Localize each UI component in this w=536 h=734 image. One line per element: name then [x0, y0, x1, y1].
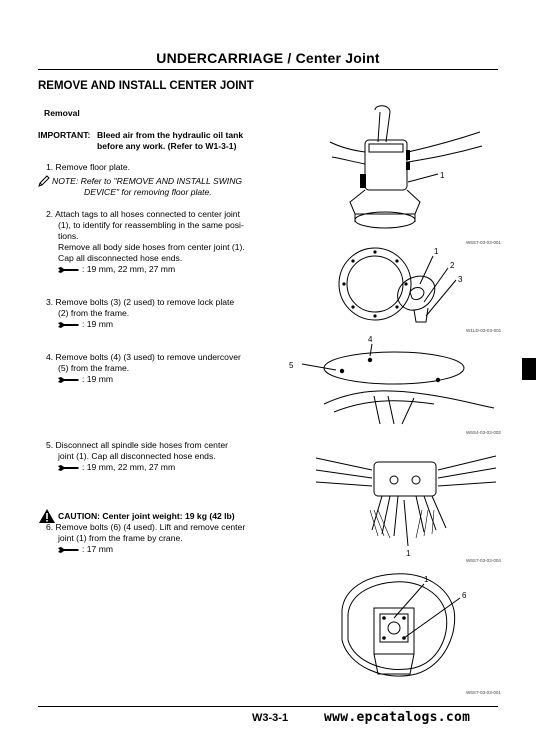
- wrench-icon: [58, 464, 80, 472]
- footer-rule: [38, 706, 498, 707]
- step-4-tool-text: : 19 mm: [82, 374, 114, 384]
- figure-4-spindle-hoses: [312, 440, 500, 564]
- figure-3-callout-4: 4: [368, 335, 373, 344]
- step-4-line-1: 4. Remove bolts (4) (3 used) to remove undercover: [46, 352, 241, 362]
- figure-4-code: W6S7-03-03-004: [466, 558, 501, 563]
- figure-2-callout-3: 3: [458, 275, 463, 284]
- step-2-line-4: Remove all body side hoses from center joint (1).: [58, 242, 245, 252]
- step-5-tool-size: [58, 462, 175, 473]
- figure-3-callout-5: 5: [289, 361, 294, 370]
- footer-website: www.epcatalogs.com: [324, 710, 471, 725]
- figure-5-callout-1: 1: [424, 575, 429, 584]
- step-1-line-1: 1. Remove floor plate.: [46, 162, 131, 172]
- step-3-line-2: (2) from the frame.: [58, 308, 130, 318]
- step-5-line-2: joint (1). Cap all disconnected hose ends.: [58, 451, 216, 461]
- wrench-icon: [58, 321, 80, 329]
- page-number: W3-3-1: [252, 712, 289, 724]
- important-line-1: Bleed air from the hydraulic oil tank: [97, 130, 244, 140]
- step-4-line-2: (5) from the frame.: [58, 363, 130, 373]
- caution-text: CAUTION: Center joint weight: 19 kg (42 lb): [58, 511, 235, 521]
- step-3-line-1: 3. Remove bolts (3) (2 used) to remove lock plate: [46, 297, 235, 307]
- step-5-tool-text: : 19 mm, 22 mm, 27 mm: [82, 462, 176, 472]
- figure-1-center-joint-hoses: [320, 102, 500, 242]
- wrench-icon: [58, 546, 80, 554]
- figure-2-code: W1LD-03-03-001: [466, 328, 502, 333]
- important-line-2: before any work. (Refer to W1-3-1): [97, 141, 237, 151]
- wrench-icon: [58, 266, 80, 274]
- step-2-line-2: (1), to identify for reassembling in the same posi-: [58, 220, 244, 230]
- note-pencil-icon: [38, 175, 50, 187]
- figure-3-code: W6S4-03-03-002: [466, 430, 501, 435]
- step-2-line-3: tions.: [58, 231, 79, 241]
- figure-4-callout-1: 1: [406, 549, 411, 558]
- step-6-tool-text: : 17 mm: [82, 544, 114, 554]
- step-6-tool-size: [58, 544, 113, 555]
- note-line-1: NOTE: Refer to "REMOVE AND INSTALL SWING: [52, 176, 243, 186]
- step-2-line-5: Cap all disconnected hose ends.: [58, 253, 183, 263]
- step-2-tool-size: [58, 264, 175, 275]
- step-3-tool-text: : 19 mm: [82, 319, 114, 329]
- step-3-tool-size: [58, 319, 113, 330]
- note-line-2: DEVICE" for removing floor plate.: [84, 187, 212, 197]
- step-2-line-1: 2. Attach tags to all hoses connected to center joint: [46, 209, 240, 219]
- page-header-title: UNDERCARRIAGE / Center Joint: [156, 50, 380, 66]
- figure-5-callout-6: 6: [462, 591, 467, 600]
- wrench-icon: [58, 376, 80, 384]
- figure-1-code: W6S7-03-03-001: [466, 240, 501, 245]
- header-rule: [38, 69, 498, 70]
- step-2-tool-text: : 19 mm, 22 mm, 27 mm: [82, 264, 176, 274]
- removal-heading: Removal: [44, 108, 80, 118]
- step-6-line-2: joint (1) from the frame by crane.: [58, 533, 183, 543]
- figure-5-center-joint-bolts: [334, 570, 500, 690]
- figure-2-callout-2: 2: [450, 261, 455, 270]
- figure-2-callout-1: 1: [434, 247, 439, 256]
- section-tab-marker: [522, 358, 536, 380]
- step-6-line-1: 6. Remove bolts (6) (4 used). Lift and remove center: [46, 522, 246, 532]
- figure-2-lock-plate: [330, 242, 500, 332]
- step-5-line-1: 5. Disconnect all spindle side hoses from center: [46, 440, 228, 450]
- step-4-tool-size: [58, 374, 113, 385]
- figure-1-callout-1: 1: [440, 171, 445, 180]
- figure-3-undercover: [284, 334, 500, 430]
- figure-5-code: W6S7-03-03-001: [466, 690, 501, 695]
- section-title: REMOVE AND INSTALL CENTER JOINT: [38, 80, 254, 92]
- important-label: IMPORTANT:: [38, 130, 91, 140]
